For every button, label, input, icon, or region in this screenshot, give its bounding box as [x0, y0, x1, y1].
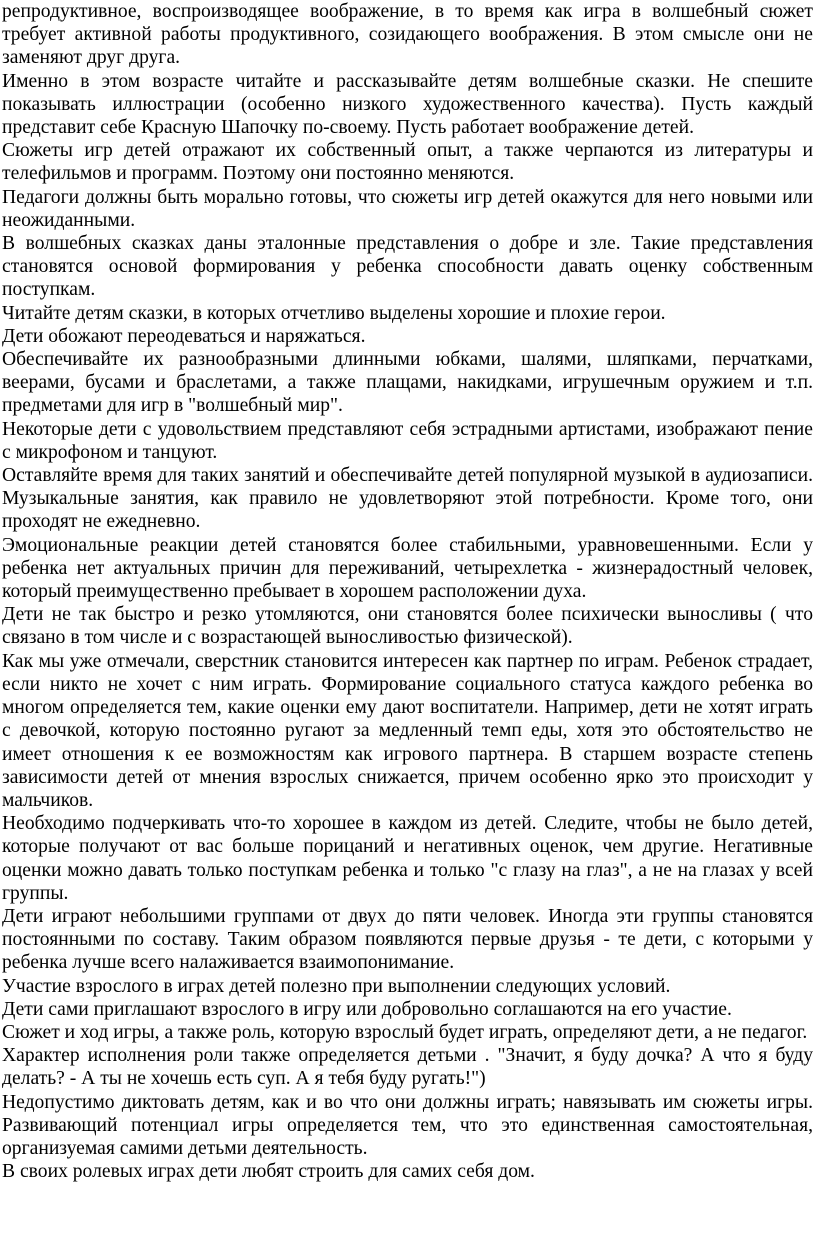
paragraph-15: Дети играют небольшими группами от двух до пяти человек. Иногда эти группы становятся постоянными по составу. Таким образом появляются первые друзья - те дети, с которыми у ребенка лучше всего налаживается взаимопонимание. — [2, 905, 813, 974]
paragraph-2: Именно в этом возрасте читайте и рассказывайте детям волшебные сказки. Не спешите показывать иллюстрации (особенно низкого художественного качества). Пусть каждый представит себе Красную Шапочку по-своему. Пусть работает воображение детей. — [2, 70, 813, 139]
paragraph-6: Читайте детям сказки, в которых отчетливо выделены хорошие и плохие герои. — [2, 302, 666, 324]
paragraph-21: В своих ролевых играх дети любят строить для самих себя дом. — [2, 1161, 535, 1183]
paragraph-8: Обеспечивайте их разнообразными длинными юбками, шалями, шляпками, перчатками, веерами, бусами и браслетами, а также плащами, накидками, игрушечным оружием и т.п. предметами для игр в "волшебный мир". — [2, 349, 813, 417]
paragraph-3: Сюжеты игр детей отражают их собственный опыт, а также черпаются из литературы и телефильмов и программ. Поэтому они постоянно меняются. — [2, 140, 813, 185]
paragraph-4: Педагоги должны быть морально готовы, что сюжеты игр детей окажутся для него новыми или неожиданными. — [2, 186, 813, 231]
paragraph-5: В волшебных сказках даны эталонные представления о добре и зле. Такие представления становятся основой формирования у ребенка способности давать оценку собственным поступкам. — [2, 233, 813, 301]
paragraph-10: Оставляйте время для таких занятий и обеспечивайте детей популярной музыкой в аудиозаписи. Музыкальные занятия, как правило не удовлетворяют этой потребности. Кроме того, они проходят не ежедневно. — [2, 465, 813, 533]
paragraph-12: Дети не так быстро и резко утомляются, они становятся более психически выносливы ( что связано в том числе и с возрастающей выносливостью физической). — [2, 604, 813, 649]
paragraph-14: Необходимо подчеркивать что-то хорошее в каждом из детей. Следите, чтобы не было детей, которые получают от вас больше порицаний и негативных оценок, чем другие. Негативные оценки можно давать только поступкам ребенка и только "с глазу на глаз", а не на глазах у всей группы. — [2, 813, 813, 904]
paragraph-7: Дети обожают переодеваться и наряжаться. — [2, 325, 366, 347]
paragraph-13: Как мы уже отмечали, сверстник становится интересен как партнер по играм. Ребенок страдает, если никто не хочет с ним играть. Формирование социального статуса каждого ребенка во многом определяется тем, какие оценки ему дают воспитатели. Например, дети не хотят играть с девочкой, которую постоянно ругают за медленный темп еды, хотя это обстоятельство не имеет отношения к ее возможностям как игрового партнера. В старшем возрасте степень зависимости детей от мнения взрослых снижается, причем особенно ярко это происходит у мальчиков. — [2, 650, 813, 811]
paragraph-17: Дети сами приглашают взрослого в игру или добровольно соглашаются на его участие. — [2, 998, 732, 1020]
paragraph-19: Характер исполнения роли также определяется детьми . "Значит, я буду дочка? А что я буду делать? - А ты не хочешь есть суп. А я тебя буду ругать!") — [2, 1045, 813, 1090]
paragraph-11: Эмоциональные реакции детей становятся более стабильными, уравновешенными. Если у ребенка нет актуальных причин для переживаний, четырехлетка - жизнерадостный человек, который преимущественно пребывает в хорошем расположении духа. — [2, 534, 813, 603]
paragraph-18: Сюжет и ход игры, а также роль, которую взрослый будет играть, определяют дети, а не педагог. — [2, 1021, 808, 1043]
paragraph-16: Участие взрослого в играх детей полезно при выполнении следующих условий. — [2, 975, 671, 997]
paragraph-20: Недопустимо диктовать детям, как и во что они должны играть; навязывать им сюжеты игры. Развивающий потенциал игры определяется тем, что это единственная самостоятельная, организуемая самими детьми деятельность. — [2, 1091, 813, 1159]
paragraph-1: репродуктивное, воспроизводящее воображение, в то время как игра в волшебный сюжет требует активной работы продуктивного, созидающего воображения. В этом смысле они не заменяют друг друга. — [2, 1, 813, 69]
paragraph-9: Некоторые дети с удовольствием представляют себя эстрадными артистами, изображают пение с микрофоном и танцуют. — [2, 418, 813, 463]
